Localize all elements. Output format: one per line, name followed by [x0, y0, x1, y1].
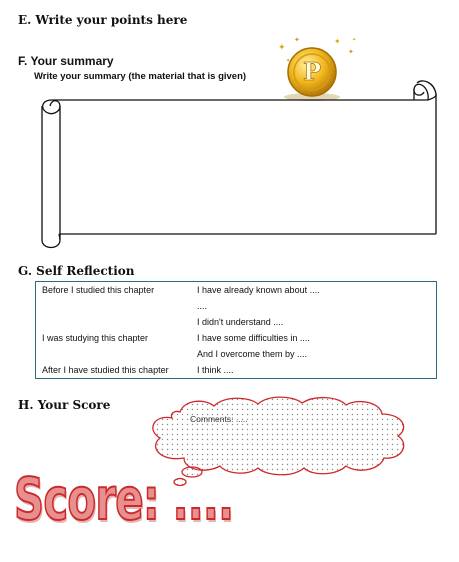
reflection-left-1: Before I studied this chapter: [42, 285, 155, 295]
reflection-right-6: I think ....: [197, 365, 234, 375]
svg-text:✦: ✦: [352, 37, 357, 43]
reflection-right-1: I have already known about ....: [197, 285, 320, 295]
reflection-left-4: I was studying this chapter: [42, 333, 149, 343]
svg-text:✦: ✦: [294, 37, 300, 44]
reflection-right-3: I didn't understand ....: [197, 317, 284, 327]
reflection-right-5: And I overcome them by ....: [197, 349, 308, 359]
svg-text:✦: ✦: [278, 42, 286, 52]
section-h-title: H. Your Score: [18, 398, 111, 412]
reflection-right-2: ....: [197, 301, 208, 311]
reflection-right-4: I have some difficulties in ....: [197, 333, 310, 343]
reflection-left-6: After I have studied this chapter: [42, 365, 169, 375]
section-f-title: F. Your summary: [18, 54, 114, 68]
paper-scroll-icon: [38, 74, 444, 256]
svg-text:✦: ✦: [334, 37, 341, 46]
self-reflection-table: [35, 281, 437, 379]
score-word-art: Score: ....: [14, 465, 234, 533]
svg-text:✦: ✦: [286, 58, 291, 64]
svg-text:✦: ✦: [348, 49, 354, 56]
comments-label: Comments: .....: [190, 414, 248, 424]
section-e-title: E. Write your points here: [18, 13, 188, 27]
section-g-title: G. Self Reflection: [18, 264, 135, 278]
svg-text:P: P: [302, 57, 322, 86]
section-f-subtitle: Write your summary (the material that is given): [34, 71, 247, 82]
